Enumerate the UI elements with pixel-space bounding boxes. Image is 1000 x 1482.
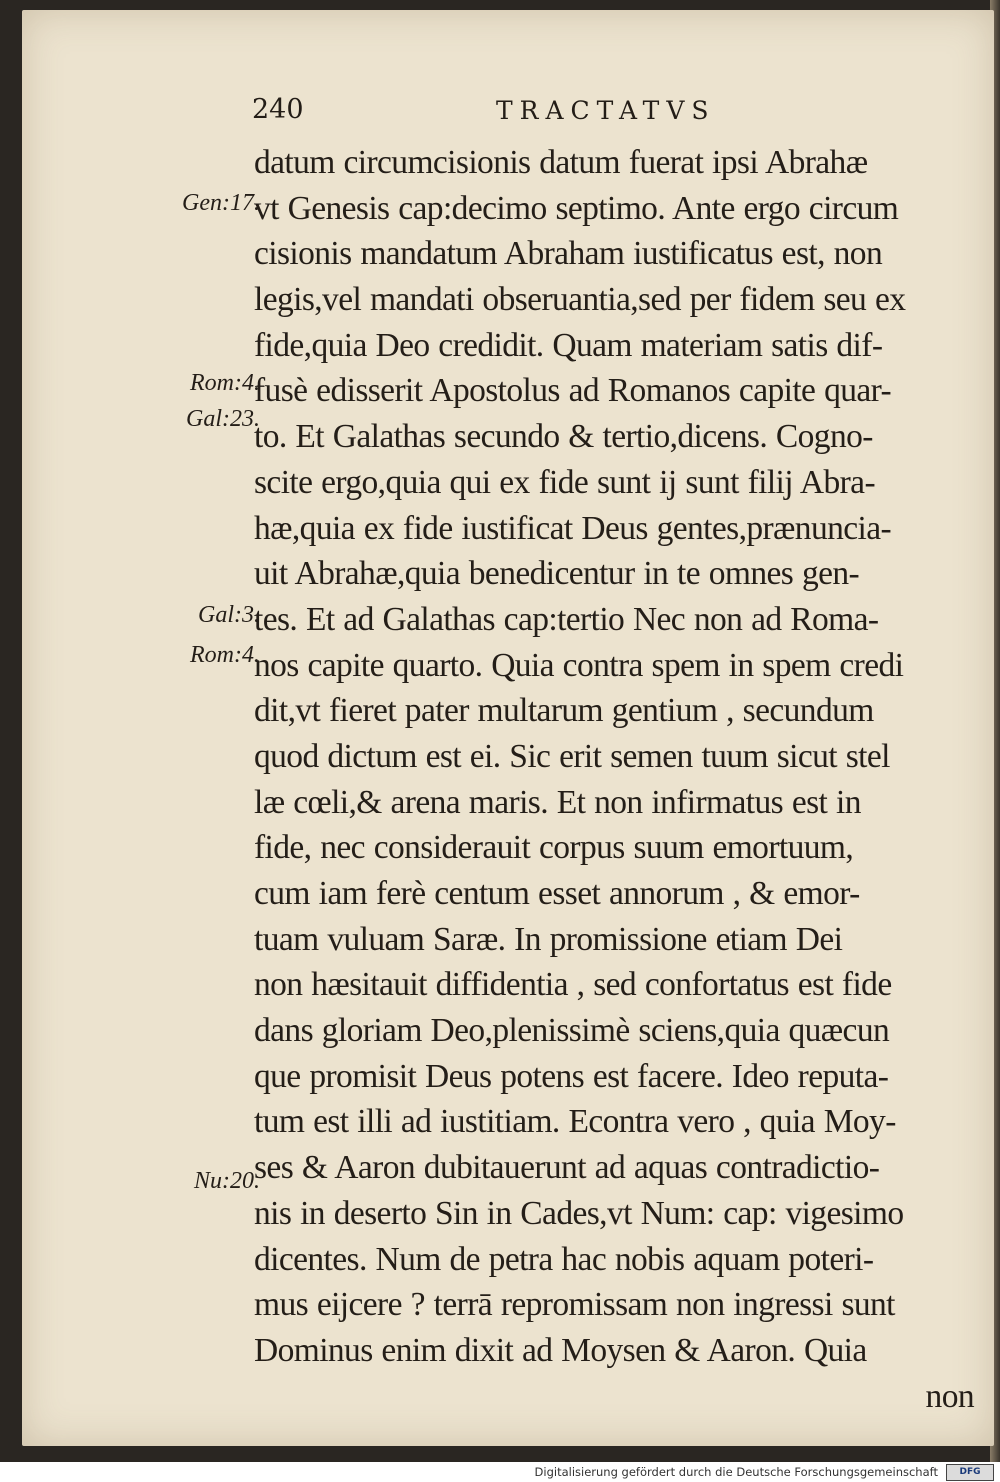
text-line: tum est illi ad iustitiam. Econtra vero , quia Moy- <box>254 1103 896 1141</box>
text-line: nis in deserto Sin in Cades,vt Num: cap: vigesimo <box>254 1194 904 1232</box>
margin-note: Gal:23. <box>186 406 260 432</box>
text-line: nos capite quarto. Quia contra spem in spem credi <box>254 646 904 684</box>
margin-note: Nu:20. <box>194 1168 260 1194</box>
text-line: hæ,quia ex fide iustificat Deus gentes,prænuncia- <box>254 509 892 547</box>
page-number: 240 <box>252 94 304 125</box>
running-title: TRACTATVS <box>496 96 716 125</box>
text-line: datum circumcisionis datum fuerat ipsi Abrahæ <box>254 144 868 181</box>
text-line: legis,vel mandati obseruantia,sed per fidem seu ex <box>254 281 906 319</box>
text-line: scite ergo,quia qui ex fide sunt ij sunt filij Abra- <box>254 463 876 501</box>
text-line: dans gloriam Deo,plenissimè sciens,quia quæcun <box>254 1012 890 1050</box>
funding-credit: Digitalisierung gefördert durch die Deutsche Forschungsgemeinschaft <box>534 1465 938 1479</box>
margin-note: Rom:4. <box>190 642 260 668</box>
footer-bar <box>0 1462 1000 1482</box>
text-line: Dominus enim dixit ad Moysen & Aaron. Quia <box>254 1331 867 1369</box>
text-line: dicentes. Num de petra hac nobis aquam poteri- <box>254 1240 874 1278</box>
text-line: uit Abrahæ,quia benedicentur in te omnes gen- <box>254 555 860 593</box>
dfg-logo-icon: DFG <box>946 1464 994 1481</box>
page-header <box>0 94 1000 134</box>
text-line: fusè edisserit Apostolus ad Romanos capite quar- <box>254 372 892 410</box>
margin-note: Gal:3. <box>198 602 260 628</box>
text-line: to. Et Galathas secundo & tertio,dicens. Cogno- <box>254 418 873 456</box>
body-text <box>254 140 984 1419</box>
text-line: cum iam ferè centum esset annorum , & emor- <box>254 875 860 912</box>
text-line: vt Genesis cap:decimo septimo. Ante ergo circum <box>254 189 899 227</box>
margin-note: Rom:4. <box>190 370 260 396</box>
text-line: dit,vt fieret pater multarum gentium , secundum <box>254 692 874 730</box>
text-line: tes. Et ad Galathas cap:tertio Nec non ad Roma- <box>254 600 879 638</box>
margin-note: Gen:17. <box>182 190 260 216</box>
text-line: non hæsitauit diffidentia , sed confortatus est fide <box>254 966 892 1004</box>
catchword: non <box>925 1377 974 1415</box>
text-line: mus eijcere ? terrā repromissam non ingressi sunt <box>254 1286 895 1324</box>
text-line: que promisit Deus potens est facere. Ideo reputa- <box>254 1057 889 1095</box>
text-line: quod dictum est ei. Sic erit semen tuum sicut stel <box>254 737 890 775</box>
text-line: læ cœli,& arena maris. Et non infirmatus est in <box>254 783 861 821</box>
text-line: fide, nec considerauit corpus suum emortuum, <box>254 829 854 867</box>
text-line: tuam vuluam Saræ. In promissione etiam Dei <box>254 920 843 958</box>
text-line: cisionis mandatum Abraham iustificatus est, non <box>254 235 883 273</box>
text-line: fide,quia Deo credidit. Quam materiam satis dif- <box>254 326 883 364</box>
text-line: ses & Aaron dubitauerunt ad aquas contradictio- <box>254 1149 880 1187</box>
